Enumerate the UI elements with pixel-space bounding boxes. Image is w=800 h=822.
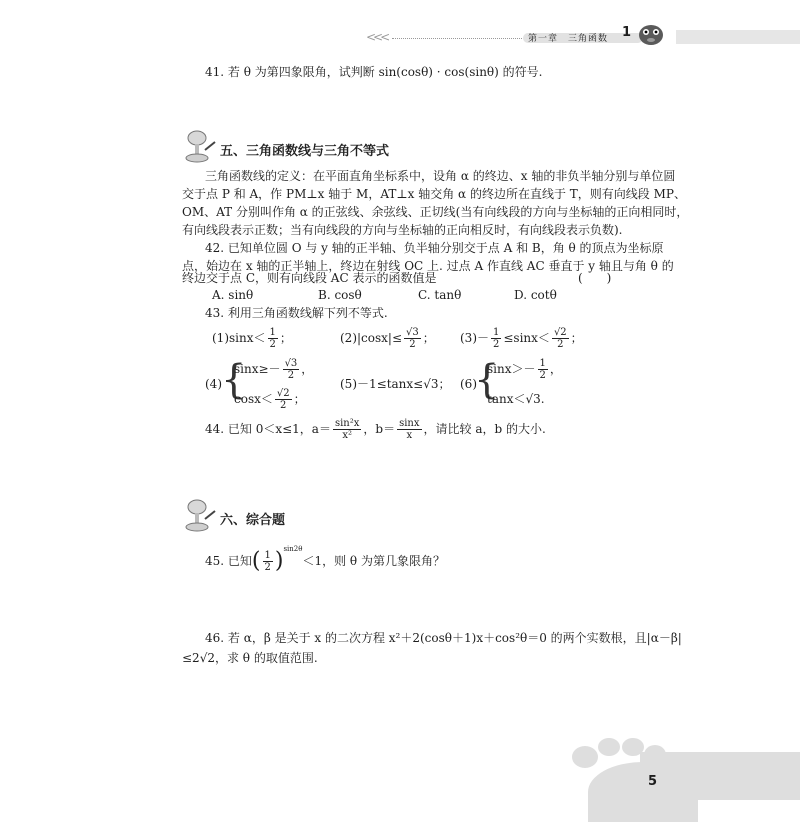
inequality-4-top-lhs: sinx≥－	[234, 362, 281, 376]
denominator: 2	[264, 562, 271, 573]
fraction	[552, 327, 569, 350]
denominator: x	[406, 430, 413, 441]
footer-band	[640, 752, 800, 800]
question-45	[205, 534, 445, 577]
paw-toe	[572, 746, 598, 768]
numerator: 1	[269, 327, 276, 338]
header-chevrons: <<<	[366, 30, 388, 44]
inequality-3	[460, 323, 583, 353]
question-42-line-1: 42. 已知单位圆 O 与 y 轴的正半轴、负半轴分别交于点 A 和 B，角 θ 的顶点为坐标原	[205, 241, 664, 255]
inequality-6-label: (6)	[460, 377, 477, 391]
fraction	[491, 327, 501, 350]
option-b: B. cosθ	[318, 288, 362, 302]
paw-toe	[598, 738, 620, 756]
fraction	[275, 388, 292, 411]
inequality-1-lhs: (1)sinx＜	[212, 331, 266, 345]
mascot-icon	[636, 18, 666, 48]
inequality-6-top	[487, 354, 562, 384]
numerator: √3	[406, 327, 419, 338]
inequality-3-lhs: (3)－	[460, 331, 489, 345]
header-dotted-rule	[392, 38, 522, 39]
denominator: 2	[557, 339, 564, 350]
inequality-6-bottom: tanx＜√3.	[487, 392, 545, 406]
section-6-title: 六、综合题	[220, 513, 286, 528]
numerator: √3	[284, 358, 298, 369]
question-46-line-2: ≤2√2，求 θ 的取值范围.	[182, 651, 318, 665]
question-45-pre: 45. 已知	[205, 554, 252, 568]
fraction	[333, 418, 361, 441]
denominator: x²	[342, 430, 352, 441]
definition-line-4: 有向线段表示正数；当有向线段的方向与坐标轴的正向相反时，有向线段表示负数).	[182, 223, 623, 237]
denominator: 2	[280, 400, 287, 411]
inequality-1	[212, 323, 292, 353]
numerator: 1	[264, 550, 271, 561]
question-46-line-1: 46. 若 α，β 是关于 x 的二次方程 x²＋2(cosθ＋1)x＋cos²θ＝0 的两个实数根，且|α－β|	[205, 631, 682, 645]
question-44-pre: 44. 已知 0＜x≤1，a＝	[205, 422, 331, 436]
definition-line-2: 交于点 P 和 A，作 PM⊥x 轴于 M，AT⊥x 轴交角 α 的终边所在直线于 T，则有向线段 MP、	[182, 187, 686, 201]
inequality-4-label: (4)	[205, 377, 222, 391]
definition-line-3: OM、AT 分别叫作角 α 的正弦线、余弦线、正切线(当有向线段的方向与坐标轴的正向相同时，	[182, 205, 689, 219]
fraction	[397, 418, 421, 441]
inequality-1-end: ；	[279, 331, 292, 345]
option-c: C. tanθ	[418, 288, 462, 302]
numerator: √2	[553, 327, 567, 338]
question-41: 41. 若 θ 为第四象限角，试判断 sin(cosθ) · cos(sinθ) 的符号.	[205, 65, 543, 79]
question-44-mid: ，b＝	[363, 422, 396, 436]
inequality-2-end: ；	[422, 331, 435, 345]
option-a: A. sinθ	[212, 288, 254, 302]
footer-page-number: 5	[648, 774, 658, 789]
question-42-line-2: 点，始边在 x 轴的正半轴上，终边在射线 OC 上. 过点 A 作直线 AC 垂直于 y 轴且与角 θ 的	[182, 259, 674, 273]
left-paren: (	[251, 548, 261, 574]
section-5-title: 五、三角函数线与三角不等式	[220, 144, 390, 159]
inequality-4-top	[234, 354, 313, 384]
question-42-line-3: 终边交于点 C，则有向线段 AC 表示的函数值是	[182, 271, 437, 285]
fraction	[404, 327, 421, 350]
inequality-4-bottom-end: ；	[293, 392, 306, 406]
numerator: sin²x	[334, 418, 360, 429]
header-right-band	[676, 30, 800, 44]
question-44	[205, 414, 546, 444]
right-paren: )	[274, 548, 284, 574]
fraction	[268, 327, 278, 350]
lamp-icon	[183, 497, 217, 533]
numerator: 1	[493, 327, 500, 338]
inequality-2-lhs: (2)|cosx|≤	[340, 331, 403, 345]
numerator: sinx	[399, 418, 420, 429]
question-42-answer-paren: ( )	[578, 271, 612, 285]
brace-icon: {	[221, 357, 247, 403]
header-chapter-number: 1	[622, 25, 632, 40]
question-43: 43. 利用三角函数线解下列不等式.	[205, 306, 388, 320]
lamp-icon	[183, 128, 217, 164]
inequality-5: (5)－1≤tanx≤√3；	[340, 377, 451, 391]
denominator: 2	[269, 339, 276, 350]
denominator: 2	[539, 370, 546, 381]
fraction	[538, 358, 548, 381]
inequality-3-mid: ≤sinx＜	[503, 331, 550, 345]
inequality-4-bottom	[234, 384, 306, 414]
definition-line-1: 三角函数线的定义：在平面直角坐标系中，设角 α 的终边、x 轴的非负半轴分别与单位圆	[205, 169, 676, 183]
inequality-4-bottom-lhs: cosx＜	[234, 392, 273, 406]
brace-icon: {	[474, 357, 500, 403]
denominator: 2	[493, 339, 500, 350]
inequality-6-top-end: ，	[549, 362, 562, 376]
fraction	[263, 550, 273, 573]
inequality-2	[340, 323, 435, 353]
fraction	[283, 358, 300, 381]
option-d: D. cotθ	[514, 288, 557, 302]
numerator: 1	[539, 358, 546, 369]
question-45-post: ＜1，则 θ 为第几象限角？	[302, 554, 445, 568]
numerator: √2	[276, 388, 290, 399]
inequality-4-top-end: ，	[301, 362, 314, 376]
inequality-6-top-lhs: sinx＞－	[487, 362, 536, 376]
question-44-post: ，请比较 a，b 的大小.	[423, 422, 546, 436]
exponent: sin2θ	[283, 545, 303, 553]
denominator: 2	[409, 339, 416, 350]
header-chapter: 第一章 三角函数	[528, 34, 609, 44]
inequality-3-end: ；	[570, 331, 583, 345]
denominator: 2	[287, 370, 295, 381]
